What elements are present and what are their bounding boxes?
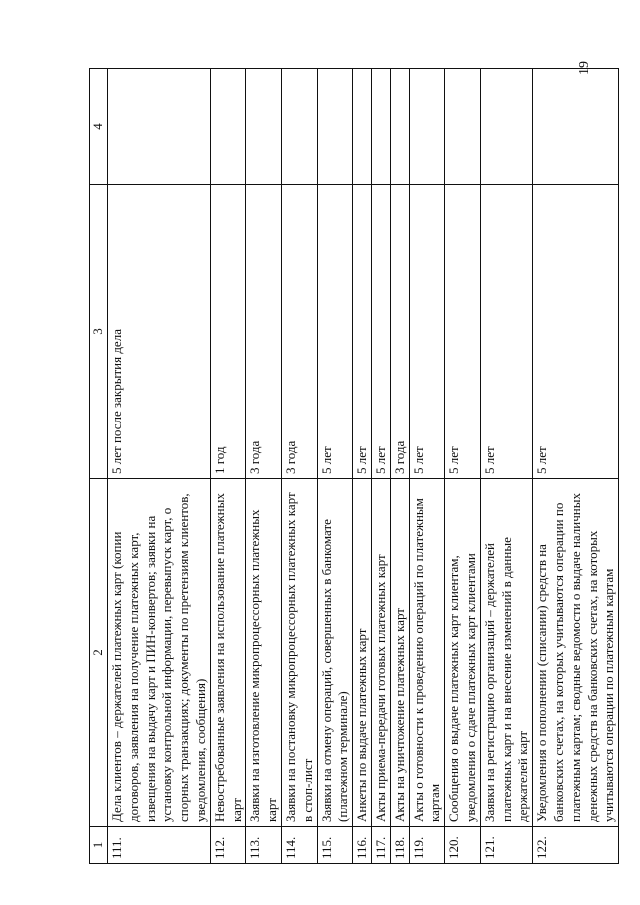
row-retention-term: 5 лет (409, 185, 445, 479)
row-note (246, 69, 282, 185)
row-number: 114. (281, 827, 317, 864)
row-document-name: Заявки на регистрацию организаций – держателей платежных карт и на внесение изменений в данные держателей карт (480, 479, 532, 827)
rotated-table-container (89, 69, 617, 864)
row-number: 115. (317, 827, 353, 864)
table-row (409, 69, 445, 864)
row-retention-term: 3 года (246, 185, 282, 479)
row-note (409, 69, 445, 185)
page-number: 19 (577, 61, 592, 75)
header-col-1: 1 (90, 827, 108, 864)
row-number: 122. (533, 827, 619, 864)
row-document-name: Заявки на отмену операций, совершенных в банкомате (платежном терминале) (317, 479, 353, 827)
row-note (390, 69, 409, 185)
row-number: 111. (108, 827, 211, 864)
records-retention-table (89, 68, 619, 864)
row-note (317, 69, 353, 185)
row-number: 118. (390, 827, 409, 864)
row-retention-term: 5 лет (317, 185, 353, 479)
row-retention-term: 3 года (390, 185, 409, 479)
row-retention-term: 5 лет (353, 185, 372, 479)
row-retention-term: 5 лет (371, 185, 390, 479)
table-row (281, 69, 317, 864)
row-number: 119. (409, 827, 445, 864)
row-note (108, 69, 211, 185)
row-note (210, 69, 246, 185)
row-document-name: Анкеты по выдаче платежных карт (353, 479, 372, 827)
table-row (317, 69, 353, 864)
header-col-2: 2 (90, 479, 108, 827)
row-document-name: Акты на уничтожение платежных карт (390, 479, 409, 827)
row-number: 116. (353, 827, 372, 864)
row-retention-term: 5 лет (533, 185, 619, 479)
row-document-name: Акты приема-передачи готовых платежных карт (371, 479, 390, 827)
table-row (390, 69, 409, 864)
row-document-name: Уведомления о пополнении (списании) средств на банковских счетах, на которых учитываются операции по платежным картам; сводные ведомости о выдаче наличных денежных средств на банковских счетах, на которых учитываются операции по платежным картам (533, 479, 619, 827)
table-header-row (90, 69, 108, 864)
row-retention-term: 5 лет (445, 185, 481, 479)
row-retention-term: 3 года (281, 185, 317, 479)
row-number: 112. (210, 827, 246, 864)
header-col-4: 4 (90, 69, 108, 185)
row-number: 121. (480, 827, 532, 864)
row-note (353, 69, 372, 185)
header-col-3: 3 (90, 185, 108, 479)
table-row (108, 69, 211, 864)
table-row (371, 69, 390, 864)
row-note (445, 69, 481, 185)
row-document-name: Дела клиентов – держателей платежных карт (копии договоров, заявления на получение платежных карт, извещения на выдачу карт и ПИН-конвертов; заявки на установку контрольной информации, перевыпуск карт, о спорных транзакциях; документы по претензиям клиентов, уведомления, сообщения) (108, 479, 211, 827)
row-document-name: Сообщения о выдаче платежных карт клиентам, уведомления о сдаче платежных карт клиентами (445, 479, 481, 827)
row-document-name: Заявки на постановку микропроцессорных платежных карт в стоп-лист (281, 479, 317, 827)
table-row (445, 69, 481, 864)
row-number: 120. (445, 827, 481, 864)
row-note (281, 69, 317, 185)
table-row (210, 69, 246, 864)
row-retention-term: 5 лет (480, 185, 532, 479)
row-note (371, 69, 390, 185)
row-retention-term: 1 год (210, 185, 246, 479)
row-document-name: Заявки на изготовление микропроцессорных платежных карт (246, 479, 282, 827)
row-note (480, 69, 532, 185)
row-number: 113. (246, 827, 282, 864)
row-number: 117. (371, 827, 390, 864)
table-row (246, 69, 282, 864)
row-document-name: Невостребованные заявления на использование платежных карт (210, 479, 246, 827)
table-row (533, 69, 619, 864)
row-document-name: Акты о готовности к проведению операций по платежным картам (409, 479, 445, 827)
table-row (353, 69, 372, 864)
row-note (533, 69, 619, 185)
table-row (480, 69, 532, 864)
row-retention-term: 5 лет после закрытия дела (108, 185, 211, 479)
